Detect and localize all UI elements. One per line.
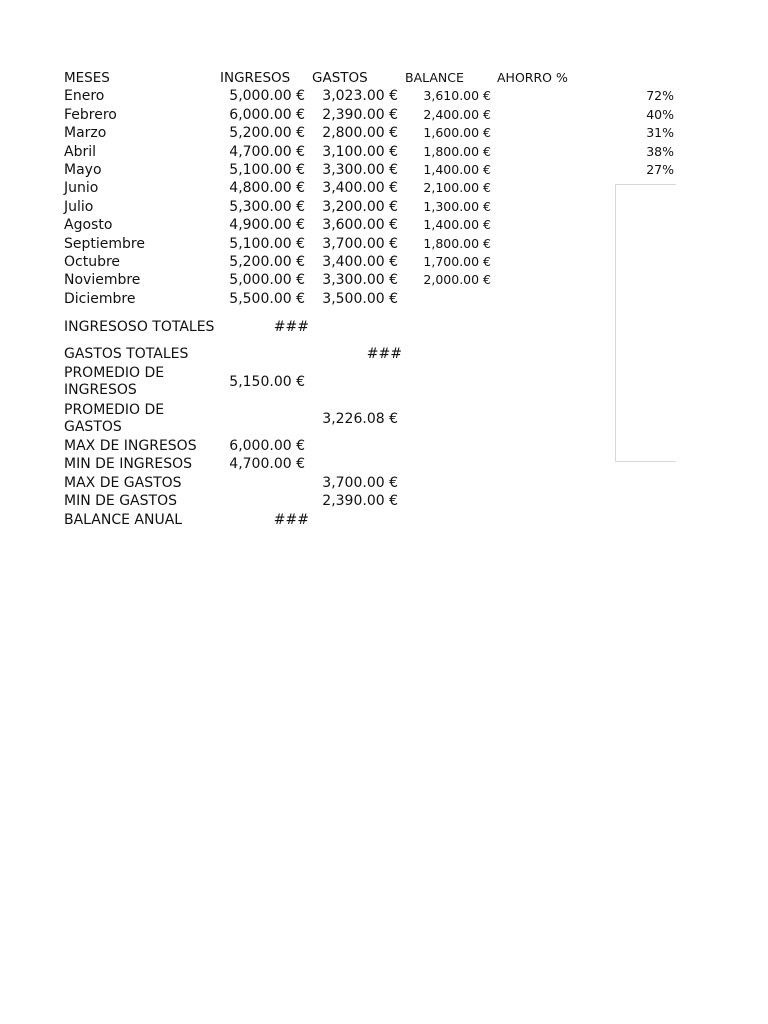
- month-ingresos: 6,000.00 €: [229, 107, 305, 123]
- month-ingresos: 4,700.00 €: [229, 144, 305, 160]
- table-row: [0, 87, 768, 105]
- month-ingresos: 5,000.00 €: [229, 272, 305, 288]
- month-name: Agosto: [64, 217, 113, 233]
- header-ingresos: INGRESOS: [220, 70, 291, 86]
- month-name: Febrero: [64, 107, 117, 123]
- month-ahorro: 38%: [646, 144, 674, 159]
- month-balance: 1,700.00 €: [423, 254, 491, 269]
- month-ahorro: 27%: [646, 162, 674, 177]
- month-ingresos: 5,300.00 €: [229, 199, 305, 215]
- month-gastos: 2,390.00 €: [322, 107, 398, 123]
- summary-label: BALANCE ANUAL: [64, 512, 183, 528]
- summary-label-promedio-gastos: PROMEDIO DE GASTOS: [64, 402, 165, 435]
- summary-value: 5,150.00 €: [229, 374, 305, 390]
- month-gastos: 3,600.00 €: [322, 217, 398, 233]
- summary-label: MAX DE GASTOS: [64, 475, 182, 491]
- month-ingresos: 4,800.00 €: [229, 180, 305, 196]
- month-name: Abril: [64, 144, 96, 160]
- table-row: [0, 106, 768, 124]
- month-balance: 1,800.00 €: [423, 236, 491, 251]
- month-name: Septiembre: [64, 236, 145, 252]
- month-ingresos: 5,000.00 €: [229, 88, 305, 104]
- month-name: Noviembre: [64, 272, 141, 288]
- summary-value: ###: [366, 346, 402, 362]
- summary-value: 2,390.00 €: [322, 493, 398, 509]
- header-gastos: GASTOS: [312, 70, 368, 86]
- table-row: [0, 124, 768, 142]
- header-balance: BALANCE: [405, 70, 464, 85]
- summary-label: MIN DE GASTOS: [64, 493, 177, 509]
- summary-value: 3,700.00 €: [322, 475, 398, 491]
- header-row: [0, 69, 768, 87]
- summary-label: GASTOS TOTALES: [64, 346, 189, 362]
- month-gastos: 3,023.00 €: [322, 88, 398, 104]
- month-ahorro: 40%: [646, 107, 674, 122]
- month-ingresos: 4,900.00 €: [229, 217, 305, 233]
- month-name: Enero: [64, 88, 105, 104]
- summary-value: 3,226.08 €: [322, 411, 398, 427]
- month-ingresos: 5,100.00 €: [229, 236, 305, 252]
- summary-row-balance-anual: [0, 511, 768, 529]
- month-ingresos: 5,200.00 €: [229, 125, 305, 141]
- month-ahorro: 31%: [646, 125, 674, 140]
- month-ahorro: 72%: [646, 88, 674, 103]
- summary-label-promedio-ingresos: PROMEDIO DE INGRESOS: [64, 365, 165, 398]
- month-balance: 2,400.00 €: [423, 107, 491, 122]
- month-balance: 1,400.00 €: [423, 162, 491, 177]
- summary-row-min-gastos: [0, 492, 768, 510]
- month-gastos: 3,300.00 €: [322, 272, 398, 288]
- summary-row-max-gastos: [0, 474, 768, 492]
- month-gastos: 3,400.00 €: [322, 254, 398, 270]
- month-name: Julio: [64, 199, 94, 215]
- month-name: Junio: [64, 180, 99, 196]
- month-gastos: 3,400.00 €: [322, 180, 398, 196]
- month-balance: 1,600.00 €: [423, 125, 491, 140]
- month-ingresos: 5,200.00 €: [229, 254, 305, 270]
- header-meses: MESES: [64, 70, 110, 86]
- month-balance: 1,800.00 €: [423, 144, 491, 159]
- month-name: Diciembre: [64, 291, 136, 307]
- month-gastos: 3,300.00 €: [322, 162, 398, 178]
- month-name: Octubre: [64, 254, 121, 270]
- summary-value: 4,700.00 €: [229, 456, 305, 472]
- month-gastos: 3,200.00 €: [322, 199, 398, 215]
- table-row: [0, 161, 768, 179]
- month-gastos: 2,800.00 €: [322, 125, 398, 141]
- month-ingresos: 5,100.00 €: [229, 162, 305, 178]
- month-balance: 3,610.00 €: [423, 88, 491, 103]
- summary-value: ###: [273, 319, 309, 335]
- month-balance: 2,000.00 €: [423, 272, 491, 287]
- summary-label: MIN DE INGRESOS: [64, 456, 193, 472]
- summary-label: INGRESOSO TOTALES: [64, 319, 215, 335]
- month-ingresos: 5,500.00 €: [229, 291, 305, 307]
- month-balance: 1,300.00 €: [423, 199, 491, 214]
- summary-value: ###: [273, 512, 309, 528]
- month-gastos: 3,500.00 €: [322, 291, 398, 307]
- month-gastos: 3,700.00 €: [322, 236, 398, 252]
- summary-value: 6,000.00 €: [229, 438, 305, 454]
- month-name: Mayo: [64, 162, 102, 178]
- month-name: Marzo: [64, 125, 107, 141]
- month-balance: 1,400.00 €: [423, 217, 491, 232]
- page-right-margin: [676, 0, 768, 1024]
- summary-label: MAX DE INGRESOS: [64, 438, 197, 454]
- month-balance: 2,100.00 €: [423, 180, 491, 195]
- month-gastos: 3,100.00 €: [322, 144, 398, 160]
- table-row: [0, 143, 768, 161]
- header-ahorro: AHORRO %: [497, 70, 568, 85]
